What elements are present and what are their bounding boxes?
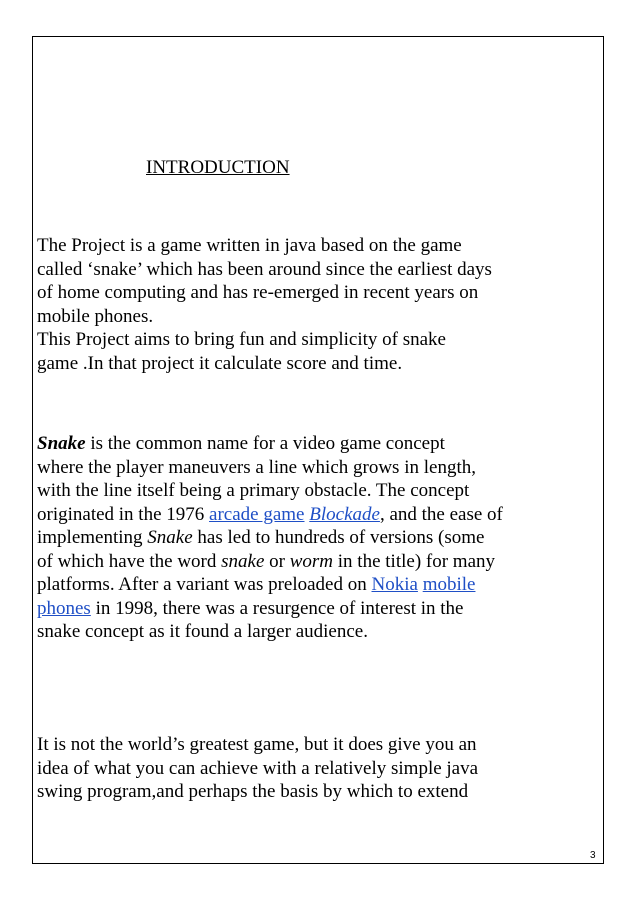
mobile-link[interactable]: mobile bbox=[422, 574, 476, 595]
paragraph-closing bbox=[37, 733, 600, 804]
text-line: snake concept as it found a larger audience. bbox=[37, 621, 368, 642]
snake-term: Snake bbox=[37, 433, 86, 454]
text-line: swing program,and perhaps the basis by which to extend bbox=[37, 781, 469, 802]
text-segment: in the title) for many bbox=[333, 550, 496, 572]
text-line bbox=[37, 432, 600, 456]
text-line bbox=[37, 573, 600, 597]
text-line: of home computing and has re-emerged in recent years on bbox=[37, 282, 479, 303]
text-line: with the line itself being a primary obstacle. The concept bbox=[37, 480, 470, 501]
phones-link[interactable]: phones bbox=[37, 597, 91, 619]
text-segment: in 1998, there was a resurgence of interest in the bbox=[90, 597, 464, 619]
text-line: called ‘snake’ which has been around since the earliest days bbox=[37, 258, 492, 280]
snake-italic: snake bbox=[221, 550, 265, 572]
text-line: The Project is a game written in java based on the game bbox=[37, 235, 462, 256]
text-line: This Project aims to bring fun and simplicity of snake bbox=[37, 329, 446, 350]
text-line: idea of what you can achieve with a relatively simple java bbox=[37, 757, 479, 779]
paragraph-project-intro bbox=[37, 234, 600, 375]
text-segment: has led to hundreds of versions (some bbox=[192, 527, 485, 548]
text-line: mobile phones. bbox=[37, 305, 154, 327]
text-segment: platforms. After a variant was preloaded on bbox=[37, 574, 372, 595]
paragraph-snake-history bbox=[37, 432, 600, 644]
text-line: It is not the world’s greatest game, but it does give you an bbox=[37, 734, 477, 755]
text-segment: is the common name for a video game concept bbox=[85, 433, 445, 454]
text-line: where the player maneuvers a line which grows in length, bbox=[37, 456, 476, 478]
page-number: 3 bbox=[590, 850, 596, 861]
text-segment: of which have the word bbox=[37, 550, 222, 572]
text-segment: or bbox=[264, 550, 290, 572]
page-title: INTRODUCTION bbox=[146, 157, 290, 178]
text-segment: , and the ease of bbox=[379, 503, 503, 525]
text-segment: implementing bbox=[37, 527, 148, 548]
text-line: game .In that project it calculate score and time. bbox=[37, 352, 403, 374]
worm-italic: worm bbox=[289, 550, 334, 572]
text-line bbox=[37, 597, 600, 621]
text-line bbox=[37, 550, 600, 574]
arcade-game-link[interactable]: arcade game bbox=[209, 503, 305, 525]
blockade-link[interactable]: Blockade bbox=[309, 503, 380, 525]
text-line bbox=[37, 526, 600, 550]
snake-italic: Snake bbox=[147, 527, 193, 548]
text-segment: originated in the 1976 bbox=[37, 503, 210, 525]
text-line bbox=[37, 503, 600, 527]
nokia-link[interactable]: Nokia bbox=[371, 574, 418, 595]
